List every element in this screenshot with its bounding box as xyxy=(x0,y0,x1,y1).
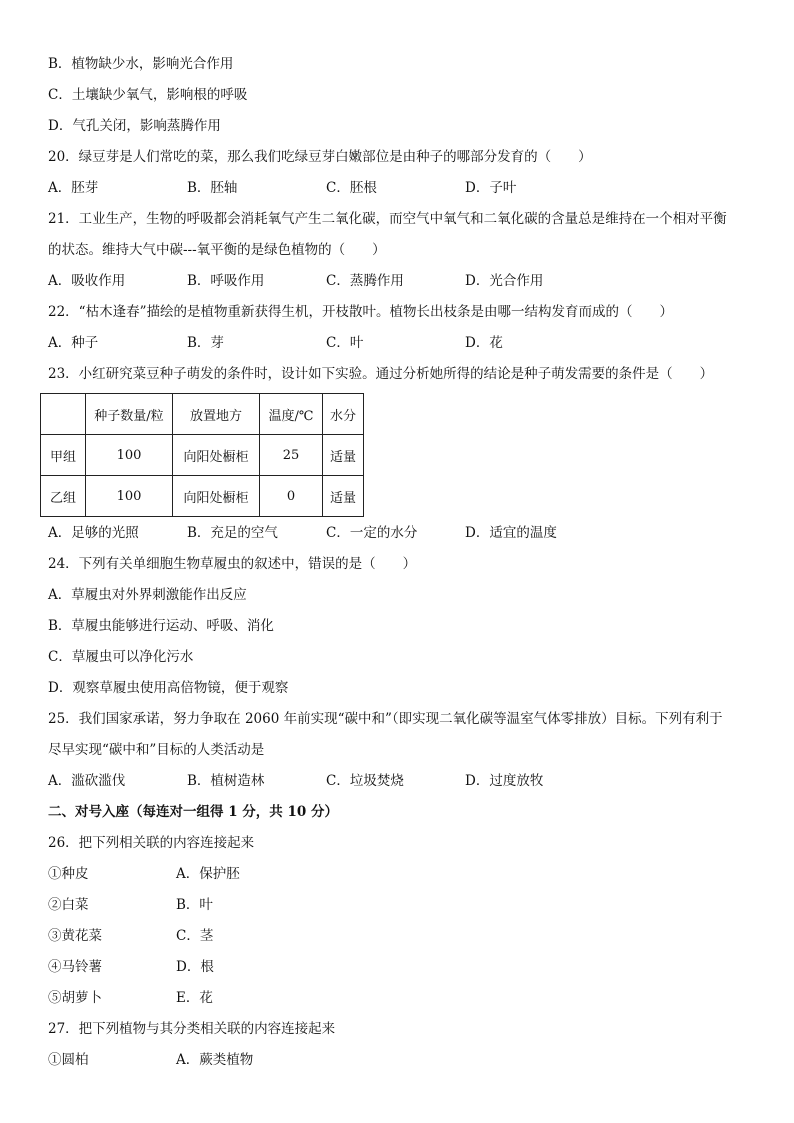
q20-option-b: B．胚轴 xyxy=(187,180,238,196)
q20-options xyxy=(48,174,758,205)
table-header-cell: 种子数量/粒 xyxy=(86,394,173,435)
q24-option-d: D．观察草履虫使用高倍物镜，便于观察 xyxy=(48,680,289,696)
q25-stem-line1: 25．我们国家承诺，努力争取在 2060 年前实现“碳中和”（即实现二氧化碳等温室气体零排放）目标。下列有利于 xyxy=(48,711,723,727)
q26-pair xyxy=(48,891,758,922)
q27-stem: 27．把下列植物与其分类相关联的内容连接起来 xyxy=(48,1021,336,1037)
section-2-title: 二、对号入座（每连对一组得 1 分，共 10 分） xyxy=(48,804,338,820)
table-cell: 甲组 xyxy=(41,435,86,476)
table-cell: 100 xyxy=(86,435,173,476)
table-cell: 向阳处橱柜 xyxy=(173,476,260,517)
q21-options xyxy=(48,267,758,298)
q23-stem: 23．小红研究菜豆种子萌发的条件时，设计如下实验。通过分析她所得的结论是种子萌发需要的条件是（ ） xyxy=(48,366,714,382)
q26-right-item: D．根 xyxy=(176,959,214,975)
q24-stem: 24．下列有关单细胞生物草履虫的叙述中，错误的是（ ） xyxy=(48,556,417,572)
q21-option-b: B．呼吸作用 xyxy=(187,273,265,289)
table-header-row xyxy=(41,394,364,435)
table-cell: 向阳处橱柜 xyxy=(173,435,260,476)
q21-stem-line2: 的状态。维持大气中碳---氧平衡的是绿色植物的（ ） xyxy=(48,242,386,258)
q23-option-a: A．足够的光照 xyxy=(48,525,139,541)
q26-left-item: ①种皮 xyxy=(48,866,89,882)
q25-options xyxy=(48,767,758,798)
q22-option-d: D．花 xyxy=(465,335,503,351)
table-cell: 0 xyxy=(260,476,323,517)
q26-left-item: ④马铃薯 xyxy=(48,959,102,975)
table-cell: 适量 xyxy=(323,435,364,476)
table-header-cell: 水分 xyxy=(323,394,364,435)
q21-option-c: C．蒸腾作用 xyxy=(326,273,404,289)
q27-pair xyxy=(48,1046,758,1077)
q24-option-b: B．草履虫能够进行运动、呼吸、消化 xyxy=(48,618,274,634)
q23-options xyxy=(48,519,758,550)
q19-option-d: D．气孔关闭，影响蒸腾作用 xyxy=(48,118,221,134)
q20-option-c: C．胚根 xyxy=(326,180,377,196)
q26-right-item: C．茎 xyxy=(176,928,214,944)
q22-option-b: B．芽 xyxy=(187,335,224,351)
q19-option-c: C．土壤缺少氧气，影响根的呼吸 xyxy=(48,87,248,103)
q20-option-a: A．胚芽 xyxy=(48,180,99,196)
q26-pair xyxy=(48,984,758,1015)
q25-option-c: C．垃圾焚烧 xyxy=(326,773,404,789)
table-header-cell: 温度/℃ xyxy=(260,394,323,435)
table-row xyxy=(41,476,364,517)
table-cell: 乙组 xyxy=(41,476,86,517)
table-header-cell xyxy=(41,394,86,435)
q25-option-d: D．过度放牧 xyxy=(465,773,544,789)
q23-option-b: B．充足的空气 xyxy=(187,525,278,541)
q26-right-item: B．叶 xyxy=(176,897,213,913)
table-cell: 25 xyxy=(260,435,323,476)
q20-option-d: D．子叶 xyxy=(465,180,517,196)
table-header-cell: 放置地方 xyxy=(173,394,260,435)
q26-pair xyxy=(48,953,758,984)
q26-stem: 26．把下列相关联的内容连接起来 xyxy=(48,835,255,851)
q22-options xyxy=(48,329,758,360)
q23-option-d: D．适宜的温度 xyxy=(465,525,557,541)
q25-option-b: B．植树造林 xyxy=(187,773,265,789)
table-row xyxy=(41,435,364,476)
exam-page xyxy=(48,50,758,1077)
q26-pair xyxy=(48,860,758,891)
q21-option-d: D．光合作用 xyxy=(465,273,544,289)
q22-stem: 22．“枯木逢春”描绘的是植物重新获得生机，开枝散叶。植物长出枝条是由哪一结构发育而成的（ ） xyxy=(48,304,673,320)
q26-left-item: ②白菜 xyxy=(48,897,89,913)
table-cell: 适量 xyxy=(323,476,364,517)
q23-option-c: C．一定的水分 xyxy=(326,525,418,541)
q19-option-b: B．植物缺少水，影响光合作用 xyxy=(48,56,234,72)
q24-option-a: A．草履虫对外界刺激能作出反应 xyxy=(48,587,247,603)
q24-option-c: C．草履虫可以净化污水 xyxy=(48,649,194,665)
q26-left-item: ⑤胡萝卜 xyxy=(48,990,102,1006)
q26-right-item: E．花 xyxy=(176,990,213,1006)
q23-experiment-table xyxy=(40,393,364,517)
q25-stem-line2: 尽早实现“碳中和”目标的人类活动是 xyxy=(48,742,265,758)
q20-stem: 20．绿豆芽是人们常吃的菜，那么我们吃绿豆芽白嫩部位是由种子的哪部分发育的（ ） xyxy=(48,149,592,165)
q26-right-item: A．保护胚 xyxy=(176,866,240,882)
q25-option-a: A．滥砍滥伐 xyxy=(48,773,126,789)
q22-option-c: C．叶 xyxy=(326,335,364,351)
q26-pair xyxy=(48,922,758,953)
q21-option-a: A．吸收作用 xyxy=(48,273,126,289)
table-cell: 100 xyxy=(86,476,173,517)
q26-left-item: ③黄花菜 xyxy=(48,928,102,944)
q27-left-item: ①圆柏 xyxy=(48,1052,89,1068)
q27-right-item: A．蕨类植物 xyxy=(176,1052,254,1068)
q22-option-a: A．种子 xyxy=(48,335,99,351)
q21-stem-line1: 21．工业生产，生物的呼吸都会消耗氧气产生二氧化碳，而空气中氧气和二氧化碳的含量总是维持在一个相对平衡 xyxy=(48,211,727,227)
